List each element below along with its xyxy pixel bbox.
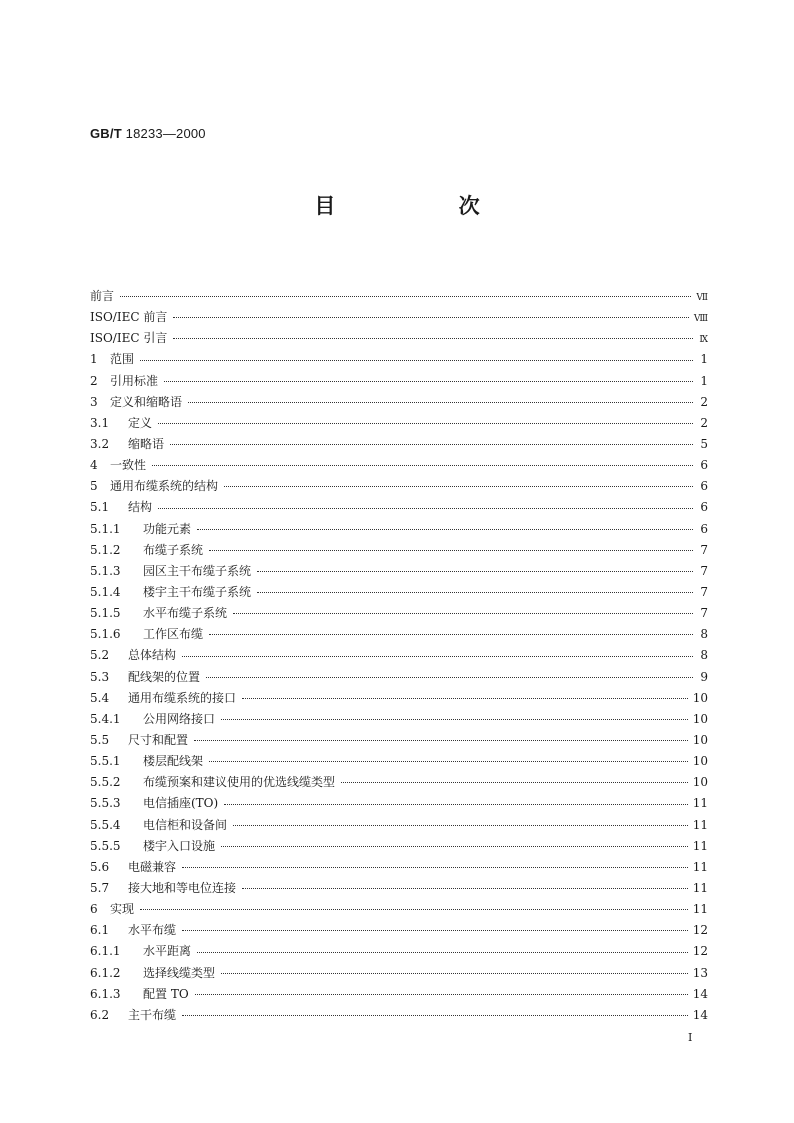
toc-entry-label	[90, 307, 171, 328]
toc-entry-number: 5.1.3	[90, 563, 121, 578]
toc-entry-title: 公用网络接口	[143, 711, 216, 726]
toc-entry-title: 结构	[128, 500, 153, 515]
toc-entry-number: 2	[90, 373, 98, 388]
standard-number: 18233—2000	[125, 126, 206, 141]
toc-entry-title: 定义和缩略语	[110, 394, 183, 409]
toc-dot-leader	[173, 338, 693, 339]
toc-entry[interactable]	[90, 751, 708, 772]
toc-entry-title: 尺寸和配置	[128, 732, 189, 747]
toc-entry-label	[90, 857, 180, 878]
toc-dot-leader	[164, 381, 693, 382]
toc-entry-page: 5	[700, 436, 708, 451]
toc-entry-page: 9	[700, 669, 708, 684]
toc-entry[interactable]	[90, 878, 708, 899]
toc-entry[interactable]	[90, 899, 708, 920]
toc-dot-leader	[182, 930, 688, 931]
toc-entry-page: 10	[692, 690, 708, 705]
toc-dot-leader	[158, 423, 693, 424]
toc-entry[interactable]	[90, 328, 708, 349]
toc-entry-page: 10	[692, 732, 708, 747]
toc-entry-number: 6	[90, 902, 98, 917]
toc-dot-leader	[233, 613, 693, 614]
toc-dot-leader	[120, 296, 691, 297]
toc-entry-title: 布缆子系统	[143, 542, 204, 557]
toc-entry-title: 园区主干布缆子系统	[143, 563, 252, 578]
toc-entry-page: 12	[692, 944, 708, 959]
toc-entry-page: 14	[692, 986, 708, 1001]
toc-entry[interactable]	[90, 624, 708, 645]
toc-entry-page: 10	[692, 775, 708, 790]
toc-entry-title: 电磁兼容	[128, 859, 177, 874]
toc-entry-number: 6.1.3	[90, 986, 121, 1001]
toc-entry-number: 5.7	[90, 880, 110, 895]
toc-entry[interactable]	[90, 1005, 708, 1026]
toc-entry-page: 6	[700, 500, 708, 515]
toc-entry-label	[90, 899, 138, 920]
toc-entry-page: 8	[700, 627, 708, 642]
toc-entry-number: 5.2	[90, 648, 110, 663]
toc-entry-label	[90, 582, 255, 603]
page-folio: I	[688, 1031, 693, 1044]
standard-prefix: GB/T	[90, 126, 122, 141]
toc-entry[interactable]	[90, 688, 708, 709]
page-title: 目 次	[314, 194, 538, 218]
toc-entry-number: 5.1.4	[90, 584, 121, 599]
toc-dot-leader	[257, 592, 693, 593]
toc-entry-label	[90, 836, 219, 857]
toc-entry-number: 6.1	[90, 923, 110, 938]
toc-entry-label	[90, 434, 168, 455]
toc-entry-title: 布缆预案和建议使用的优选线缆类型	[143, 775, 336, 790]
toc-dot-leader	[209, 761, 688, 762]
toc-entry[interactable]	[90, 603, 708, 624]
toc-entry-number: 1	[90, 352, 98, 367]
toc-entry-title: 范围	[110, 352, 135, 367]
toc-entry-title: 水平布缆子系统	[143, 606, 228, 621]
toc-entry[interactable]	[90, 730, 708, 751]
toc-entry-label	[90, 328, 171, 349]
toc-entry-page: 7	[700, 542, 708, 557]
toc-entry[interactable]	[90, 857, 708, 878]
toc-dot-leader	[221, 719, 688, 720]
toc-entry[interactable]	[90, 561, 708, 582]
toc-dot-leader	[195, 994, 688, 995]
toc-entry-label	[90, 371, 162, 392]
toc-entry-page: 12	[692, 923, 708, 938]
toc-entry[interactable]	[90, 413, 708, 434]
toc-entry-label	[90, 603, 231, 624]
toc-dot-leader	[182, 656, 693, 657]
toc-entry-label	[90, 730, 192, 751]
toc-entry-title: ISO/IEC 引言	[90, 331, 168, 346]
toc-dot-leader	[341, 782, 688, 783]
toc-entry[interactable]	[90, 963, 708, 984]
toc-dot-leader	[197, 952, 688, 953]
toc-entry-page: 11	[692, 880, 708, 895]
toc-entry-label	[90, 413, 156, 434]
toc-entry-title: 楼宇入口设施	[143, 838, 216, 853]
toc-entry-number: 3.1	[90, 415, 110, 430]
toc-entry-label	[90, 878, 240, 899]
toc-dot-leader	[209, 634, 693, 635]
standard-code	[90, 126, 206, 141]
toc-entry-page: 6	[700, 458, 708, 473]
toc-entry-label	[90, 709, 219, 730]
toc-entry-title: 配线架的位置	[128, 669, 201, 684]
toc-entry-label	[90, 624, 207, 645]
toc-entry-page: 11	[692, 859, 708, 874]
toc-entry-page: 11	[692, 817, 708, 832]
toc-dot-leader	[233, 825, 688, 826]
toc-entry-page: 10	[692, 711, 708, 726]
toc-entry[interactable]	[90, 371, 708, 392]
toc-entry-number: 5.6	[90, 859, 110, 874]
toc-entry-title: 水平距离	[143, 944, 192, 959]
toc-entry-label	[90, 476, 222, 497]
toc-entry-number: 6.2	[90, 1007, 110, 1022]
toc-dot-leader	[242, 888, 688, 889]
toc-entry[interactable]	[90, 392, 708, 413]
toc-entry-title: 楼层配线架	[143, 754, 204, 769]
toc-entry-page: 10	[692, 754, 708, 769]
toc-entry-title: 一致性	[110, 458, 147, 473]
toc-dot-leader	[224, 486, 693, 487]
toc-entry-label	[90, 455, 150, 476]
toc-entry[interactable]	[90, 582, 708, 603]
toc-dot-leader	[209, 550, 693, 551]
toc-entry-page: 6	[700, 521, 708, 536]
toc-entry-title: ISO/IEC 前言	[90, 310, 168, 325]
toc-dot-leader	[194, 740, 688, 741]
toc-entry-number: 5.1.1	[90, 521, 121, 536]
toc-entry[interactable]	[90, 772, 708, 793]
toc-entry-page: 11	[692, 796, 708, 811]
toc-entry[interactable]	[90, 709, 708, 730]
toc-entry-page: 8	[700, 648, 708, 663]
toc-entry-title: 水平布缆	[128, 923, 177, 938]
toc-entry[interactable]	[90, 540, 708, 561]
toc-entry-page: 2	[700, 415, 708, 430]
toc-entry-number: 3.2	[90, 436, 110, 451]
toc-entry-page: Ⅶ	[696, 293, 708, 303]
toc-entry-page: 1	[700, 352, 708, 367]
toc-entry[interactable]	[90, 836, 708, 857]
toc-entry[interactable]	[90, 941, 708, 962]
toc-dot-leader	[182, 867, 688, 868]
toc-entry[interactable]	[90, 645, 708, 666]
toc-entry[interactable]	[90, 920, 708, 941]
toc-entry[interactable]	[90, 349, 708, 370]
toc-entry[interactable]	[90, 455, 708, 476]
toc-dot-leader	[206, 677, 693, 678]
toc-entry-title: 定义	[128, 415, 153, 430]
toc-entry-number: 5.1.6	[90, 627, 121, 642]
toc-entry-page: 7	[700, 606, 708, 621]
toc-entry-number: 5.5.5	[90, 838, 121, 853]
toc-entry-title: 引用标准	[110, 373, 159, 388]
toc-entry-label	[90, 941, 195, 962]
toc-dot-leader	[152, 465, 693, 466]
toc-entry-title: 通用布缆系统的结构	[110, 479, 219, 494]
toc-entry-title: 工作区布缆	[143, 627, 204, 642]
toc-dot-leader	[188, 402, 693, 403]
toc-entry-number: 5.5	[90, 732, 110, 747]
toc-entry-label	[90, 349, 138, 370]
toc-entry-title: 主干布缆	[128, 1007, 177, 1022]
toc-entry-number: 5.1.5	[90, 606, 121, 621]
table-of-contents	[90, 286, 708, 1026]
toc-entry-label	[90, 645, 180, 666]
toc-entry-number: 5.5.1	[90, 754, 121, 769]
toc-entry-title: 缩略语	[128, 436, 165, 451]
toc-entry-page: 7	[700, 563, 708, 578]
toc-dot-leader	[140, 360, 693, 361]
toc-dot-leader	[221, 846, 688, 847]
toc-entry-number: 5.3	[90, 669, 110, 684]
toc-entry-title: 接大地和等电位连接	[128, 880, 237, 895]
toc-entry-label	[90, 963, 219, 984]
toc-entry-page: 2	[700, 394, 708, 409]
toc-dot-leader	[170, 444, 693, 445]
toc-entry[interactable]	[90, 497, 708, 518]
toc-entry-label	[90, 793, 222, 814]
toc-entry-label	[90, 519, 195, 540]
toc-entry[interactable]	[90, 434, 708, 455]
toc-entry-title: 配置 TO	[143, 986, 189, 1001]
toc-entry-page: 14	[692, 1007, 708, 1022]
toc-entry-label	[90, 497, 156, 518]
toc-entry-label	[90, 751, 207, 772]
toc-entry-number: 5.4.1	[90, 711, 121, 726]
toc-entry[interactable]	[90, 984, 708, 1005]
toc-entry-label	[90, 984, 193, 1005]
toc-entry-label	[90, 561, 255, 582]
toc-entry-label	[90, 1005, 180, 1026]
toc-entry[interactable]	[90, 793, 708, 814]
toc-entry[interactable]	[90, 815, 708, 836]
toc-entry-label	[90, 772, 339, 793]
toc-entry-page: 7	[700, 584, 708, 599]
toc-entry-label	[90, 540, 207, 561]
toc-entry-title: 通用布缆系统的接口	[128, 690, 237, 705]
toc-entry-number: 5.1	[90, 500, 110, 515]
toc-entry-page: 11	[692, 902, 708, 917]
toc-entry-number: 6.1.1	[90, 944, 121, 959]
toc-entry-label	[90, 688, 240, 709]
toc-entry-label	[90, 392, 186, 413]
toc-entry-number: 5.5.4	[90, 817, 121, 832]
toc-dot-leader	[242, 698, 688, 699]
toc-entry[interactable]	[90, 667, 708, 688]
toc-entry-number: 5.5.2	[90, 775, 121, 790]
toc-entry-number: 5	[90, 479, 98, 494]
toc-dot-leader	[221, 973, 688, 974]
toc-entry-number: 4	[90, 458, 98, 473]
toc-dot-leader	[173, 317, 688, 318]
toc-entry-page: Ⅷ	[693, 314, 708, 325]
toc-entry-title: 前言	[90, 289, 115, 303]
toc-dot-leader	[140, 909, 688, 910]
toc-dot-leader	[197, 529, 693, 530]
toc-entry-label	[90, 920, 180, 941]
toc-entry-title: 电信插座(TO)	[143, 796, 219, 811]
toc-entry[interactable]	[90, 519, 708, 540]
toc-dot-leader	[182, 1015, 688, 1016]
toc-entry-title: 功能元素	[143, 521, 192, 536]
toc-entry-title: 总体结构	[128, 648, 177, 663]
toc-entry-page: Ⅸ	[699, 335, 708, 346]
toc-entry[interactable]	[90, 476, 708, 497]
toc-entry-title: 选择线缆类型	[143, 965, 216, 980]
toc-entry-number: 5.1.2	[90, 542, 121, 557]
toc-entry-label	[90, 815, 231, 836]
toc-entry-label	[90, 667, 204, 688]
toc-entry-number: 5.5.3	[90, 796, 121, 811]
toc-dot-leader	[224, 804, 688, 805]
toc-entry-page: 13	[692, 965, 708, 980]
toc-entry-page: 1	[700, 373, 708, 388]
toc-entry-label	[90, 286, 118, 307]
toc-entry-number: 5.4	[90, 690, 110, 705]
toc-entry-page: 11	[692, 838, 708, 853]
toc-entry-page: 6	[700, 479, 708, 494]
toc-dot-leader	[257, 571, 693, 572]
toc-dot-leader	[158, 508, 693, 509]
toc-entry[interactable]	[90, 307, 708, 328]
toc-entry[interactable]	[90, 286, 708, 307]
toc-entry-title: 电信柜和设备间	[143, 817, 228, 832]
toc-entry-title: 楼宇主干布缆子系统	[143, 584, 252, 599]
toc-entry-number: 3	[90, 394, 98, 409]
toc-entry-title: 实现	[110, 902, 135, 917]
toc-entry-number: 6.1.2	[90, 965, 121, 980]
